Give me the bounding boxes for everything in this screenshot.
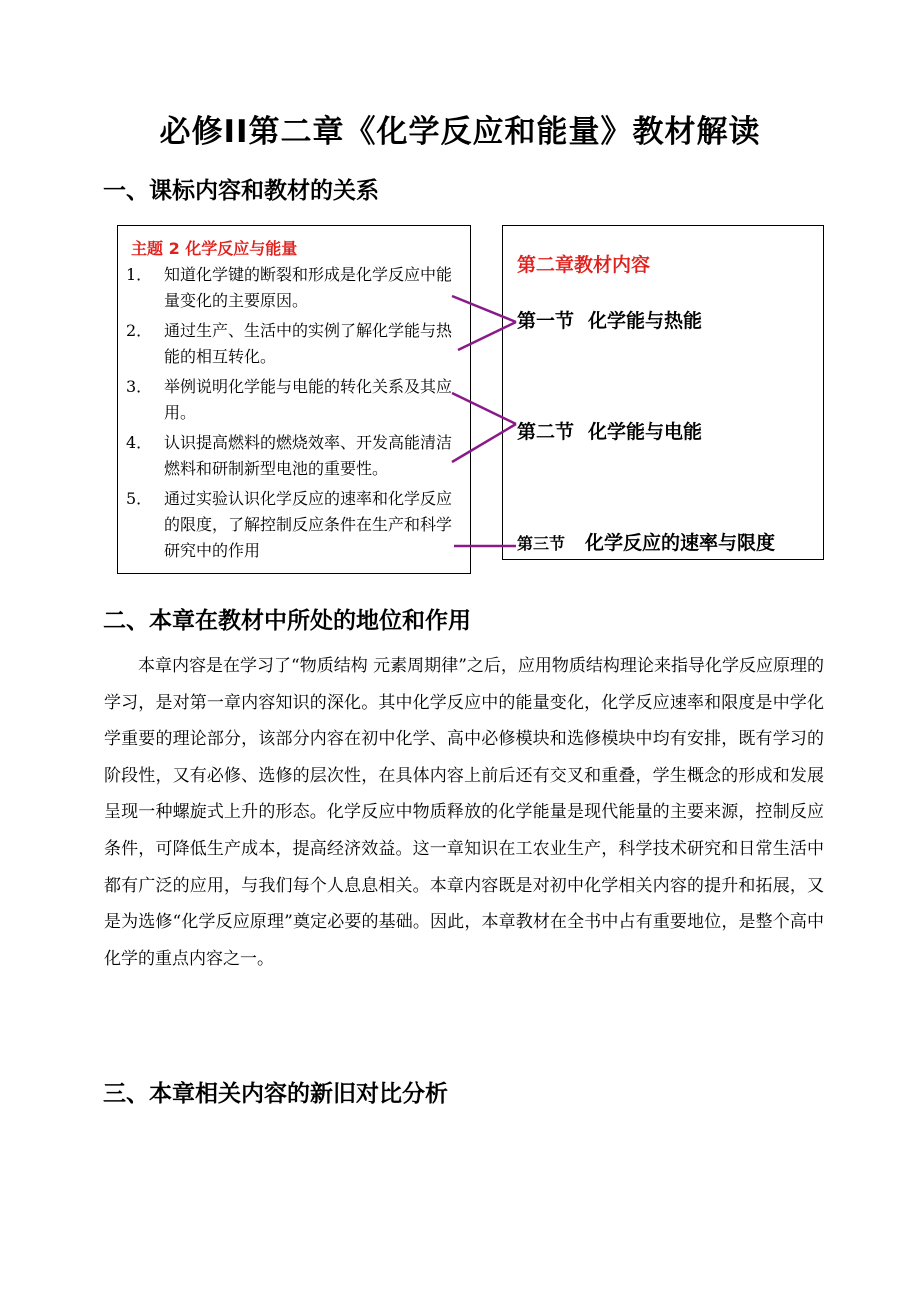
section-name: 化学反应的速率与限度 [585, 532, 776, 554]
textbook-section-2 [517, 417, 702, 444]
textbook-box [502, 225, 824, 560]
standard-number: 3． [126, 377, 153, 396]
section1-heading: 一、课标内容和教材的关系 [103, 178, 379, 204]
section-number: 第二节 [517, 421, 575, 443]
standard-text: 通过实验认识化学反应的速率和化学反应的限度，了解控制反应条件在生产和科学研究中的作用 [164, 489, 453, 560]
section-name: 化学能与热能 [588, 310, 703, 332]
standard-text: 举例说明化学能与电能的转化关系及其应用。 [164, 377, 453, 422]
section2-heading: 二、本章在教材中所处的地位和作用 [103, 608, 471, 634]
section-number: 第一节 [517, 310, 575, 332]
standard-text: 知道化学键的断裂和形成是化学反应中能量变化的主要原因。 [164, 265, 453, 310]
standard-number: 5． [126, 489, 153, 508]
section3-heading: 三、本章相关内容的新旧对比分析 [103, 1081, 448, 1107]
standard-item [126, 262, 456, 314]
topic-title: 主题 2 化学反应与能量 [131, 239, 298, 258]
standard-number: 1． [126, 265, 153, 284]
section-name: 化学能与电能 [588, 421, 703, 443]
standard-number: 4． [126, 433, 153, 452]
standard-text: 通过生产、生活中的实例了解化学能与热能的相互转化。 [164, 321, 453, 366]
standard-item [126, 486, 456, 564]
standards-box [117, 225, 471, 574]
document-title: 必修II第二章《化学反应和能量》教材解读 [159, 114, 761, 150]
standard-item [126, 430, 456, 482]
standard-item [126, 374, 456, 426]
standard-text: 认识提高燃料的燃烧效率、开发高能清洁燃料和研制新型电池的重要性。 [164, 433, 453, 478]
standard-number: 2． [126, 321, 153, 340]
standards-list [126, 262, 456, 568]
chapter-content-title: 第二章教材内容 [517, 254, 651, 276]
textbook-section-1 [517, 306, 702, 333]
standard-item [126, 318, 456, 370]
textbook-section-3 [517, 528, 775, 555]
section-number: 第三节 [517, 534, 566, 553]
body-paragraph: 本章内容是在学习了“物质结构 元素周期律”之后，应用物质结构理论来指导化学反应原理的学习，是对第一章内容知识的深化。其中化学反应中的能量变化，化学反应速率和限度是中学化学重要的理论部分，该部分内容在初中化学、高中必修模块和选修模块中均有安排，既有学习的阶段性，又有必修、选修的层次性，在具体内容上前后还有交叉和重叠，学生概念的形成和发展呈现一种螺旋式上升的形态。化学反应中物质释放的化学能量是现代能量的主要来源，控制反应条件，可降低生产成本，提高经济效益。这一章知识在工农业生产，科学技术研究和日常生活中都有广泛的应用，与我们每个人息息相关。本章内容既是对初中化学相关内容的提升和拓展，又是为选修“化学反应原理”奠定必要的基础。因此，本章教材在全书中占有重要地位，是整个高中化学的重点内容之一。 [104, 656, 824, 969]
